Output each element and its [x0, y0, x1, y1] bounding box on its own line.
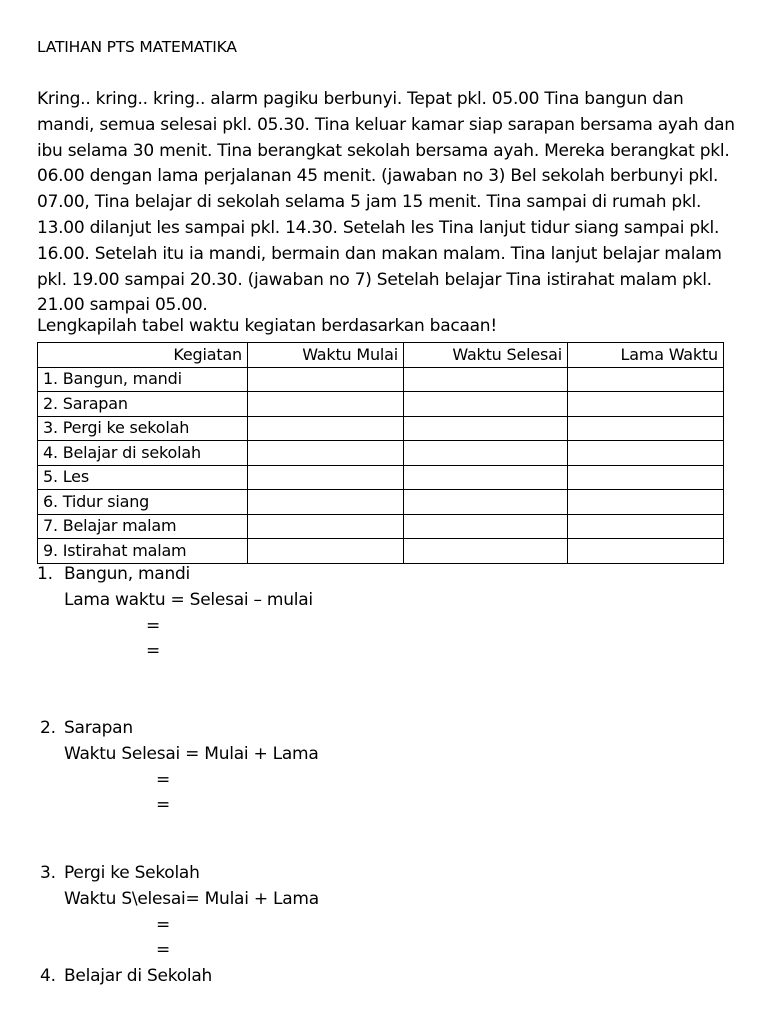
activity-cell: 4. Belajar di sekolah — [38, 441, 248, 466]
start-time-cell[interactable] — [248, 539, 404, 564]
item-formula: Waktu Selesai = Mulai + Lama — [64, 743, 319, 764]
table-row — [38, 514, 724, 539]
duration-cell[interactable] — [568, 416, 724, 441]
start-time-cell[interactable] — [248, 465, 404, 490]
activity-cell: 7. Belajar malam — [38, 514, 248, 539]
table-row — [38, 441, 724, 466]
work-item-2 — [37, 716, 319, 819]
item-heading: Belajar di Sekolah — [64, 966, 213, 987]
equation-line[interactable]: = — [156, 769, 170, 790]
equation-line[interactable]: = — [146, 615, 160, 636]
activity-time-table — [37, 342, 724, 564]
table-row — [38, 367, 724, 392]
activity-cell: 5. Les — [38, 465, 248, 490]
end-time-cell[interactable] — [404, 465, 568, 490]
item-number: 1. — [37, 564, 53, 584]
start-time-cell[interactable] — [248, 392, 404, 417]
end-time-cell[interactable] — [404, 490, 568, 515]
end-time-cell[interactable] — [404, 539, 568, 564]
table-header-row — [38, 343, 724, 368]
activity-cell: 3. Pergi ke sekolah — [38, 416, 248, 441]
duration-cell[interactable] — [568, 392, 724, 417]
story-line: mandi, semua selesai pkl. 05.30. Tina keluar kamar siap sarapan bersama ayah dan — [37, 114, 735, 135]
equation-line[interactable]: = — [156, 795, 170, 816]
story-line: Kring.. kring.. kring.. alarm pagiku berbunyi. Tepat pkl. 05.00 Tina bangun dan — [37, 89, 684, 109]
story-paragraph — [37, 87, 742, 319]
start-time-cell[interactable] — [248, 416, 404, 441]
duration-cell[interactable] — [568, 490, 724, 515]
item-heading: Pergi ke Sekolah — [64, 863, 200, 883]
story-line: 21.00 sampai 05.00. — [37, 295, 208, 316]
work-item-1 — [37, 562, 313, 665]
activity-cell: 6. Tidur siang — [38, 490, 248, 515]
start-time-cell[interactable] — [248, 490, 404, 515]
activity-cell: 9. Istirahat malam — [38, 539, 248, 564]
story-line: 13.00 dilanjut les sampai pkl. 14.30. Setelah les Tina lanjut tidur siang sampai pkl. — [37, 217, 720, 238]
end-time-cell[interactable] — [404, 441, 568, 466]
header-waktu-selesai: Waktu Selesai — [404, 343, 568, 368]
start-time-cell[interactable] — [248, 514, 404, 539]
duration-cell[interactable] — [568, 367, 724, 392]
item-heading: Bangun, mandi — [64, 564, 191, 584]
end-time-cell[interactable] — [404, 392, 568, 417]
story-line: 07.00, Tina belajar di sekolah selama 5 jam 15 menit. Tina sampai di rumah pkl. — [37, 192, 702, 213]
table-row — [38, 416, 724, 441]
item-formula: Lama waktu = Selesai – mulai — [64, 589, 313, 610]
duration-cell[interactable] — [568, 465, 724, 490]
header-lama-waktu: Lama Waktu — [568, 343, 724, 368]
equation-line[interactable]: = — [156, 914, 170, 935]
activity-cell: 2. Sarapan — [38, 392, 248, 417]
end-time-cell[interactable] — [404, 416, 568, 441]
story-line: ibu selama 30 menit. Tina berangkat sekolah bersama ayah. Mereka berangkat pkl. — [37, 140, 730, 161]
item-number: 3. — [40, 863, 56, 883]
equation-line[interactable]: = — [156, 940, 170, 961]
story-line: 16.00. Setelah itu ia mandi, bermain dan makan malam. Tina lanjut belajar malam — [37, 243, 722, 264]
item-formula: Waktu S\elesai= Mulai + Lama — [64, 888, 319, 909]
item-heading: Sarapan — [64, 718, 133, 738]
activity-cell: 1. Bangun, mandi — [38, 367, 248, 392]
end-time-cell[interactable] — [404, 367, 568, 392]
work-item-3 — [37, 861, 319, 990]
table-row — [38, 392, 724, 417]
end-time-cell[interactable] — [404, 514, 568, 539]
table-row — [38, 465, 724, 490]
item-number: 2. — [40, 718, 56, 738]
story-line: pkl. 19.00 sampai 20.30. (jawaban no 7) Setelah belajar Tina istirahat malam pkl. — [37, 269, 712, 290]
duration-cell[interactable] — [568, 441, 724, 466]
duration-cell[interactable] — [568, 539, 724, 564]
table-row — [38, 539, 724, 564]
start-time-cell[interactable] — [248, 367, 404, 392]
table-row — [38, 490, 724, 515]
duration-cell[interactable] — [568, 514, 724, 539]
story-line: 06.00 dengan lama perjalanan 45 menit. (jawaban no 3) Bel sekolah berbunyi pkl. — [37, 166, 719, 187]
start-time-cell[interactable] — [248, 441, 404, 466]
header-kegiatan: Kegiatan — [38, 343, 248, 368]
document-title: LATIHAN PTS MATEMATIKA — [37, 38, 237, 56]
equation-line[interactable]: = — [146, 641, 160, 662]
table-instruction: Lengkapilah tabel waktu kegiatan berdasarkan bacaan! — [37, 316, 497, 336]
header-waktu-mulai: Waktu Mulai — [248, 343, 404, 368]
item-number: 4. — [40, 966, 56, 987]
